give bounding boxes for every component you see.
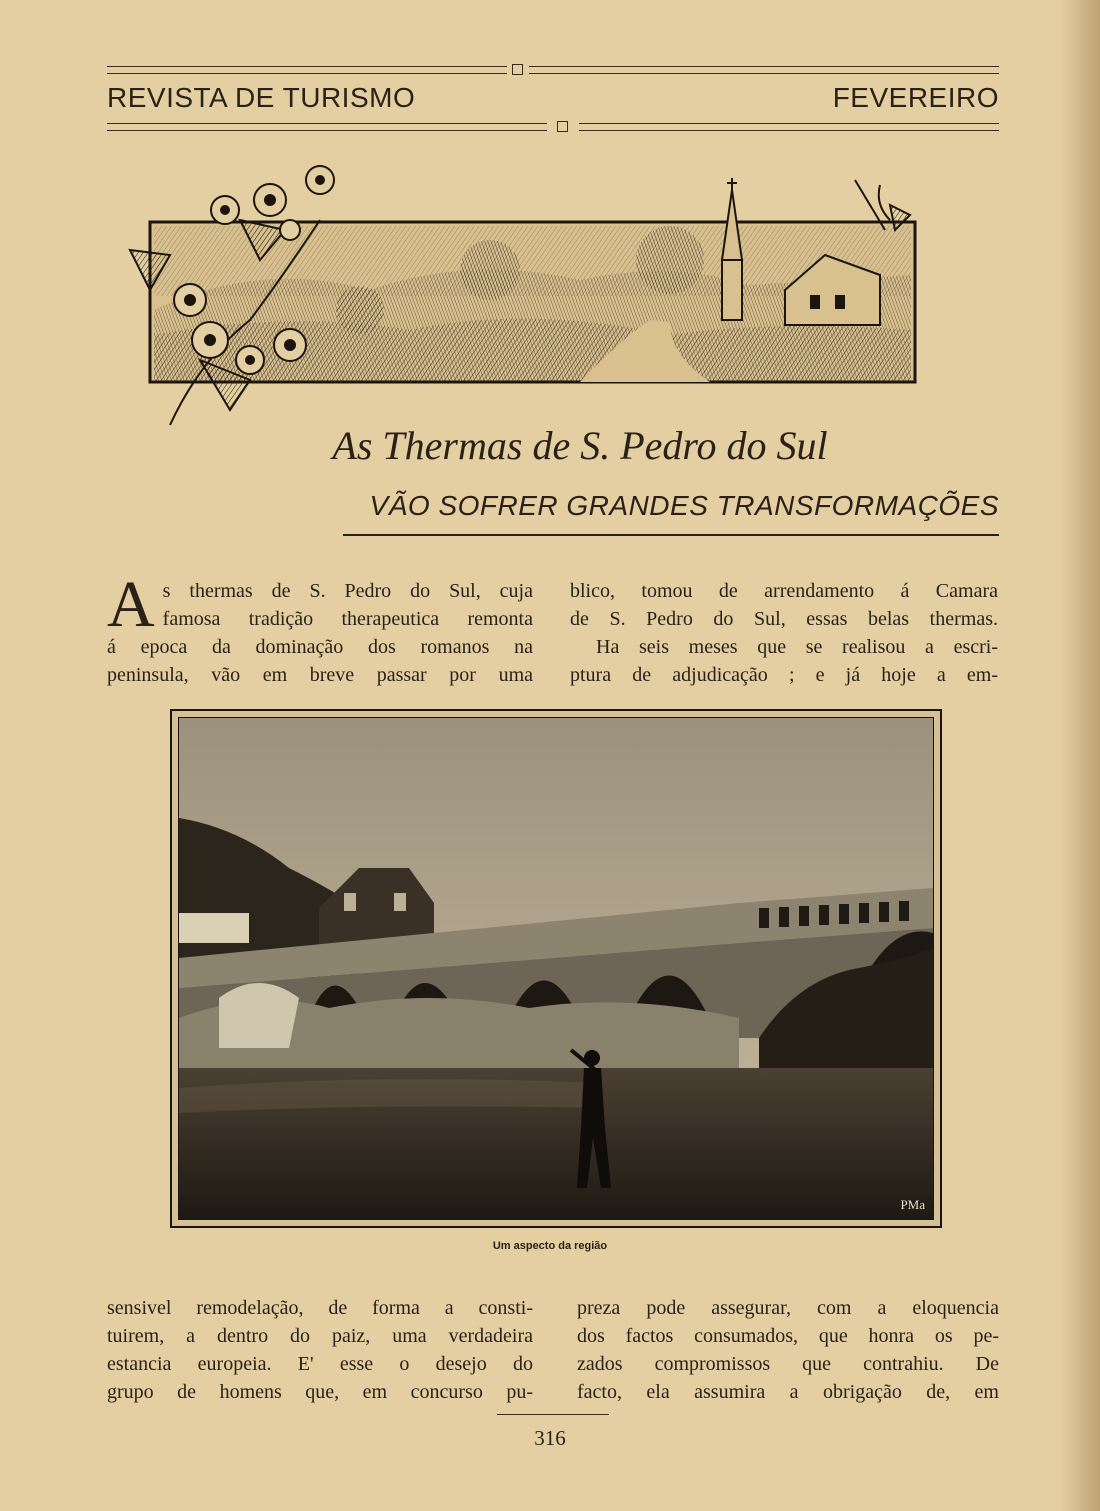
text-line: Ha seis meses que se realisou a escri-	[596, 636, 998, 658]
text-line: peninsula, vão em breve passar por uma	[107, 664, 533, 686]
article-subtitle: VÃO SOFRER GRANDES TRANSFORMAÇÕES	[369, 490, 999, 521]
text-line: ptura de adjudicação ; e já hoje a em-	[570, 664, 998, 686]
column-2-top	[570, 577, 998, 689]
folio-rule	[497, 1414, 609, 1415]
text-line: blico, tomou de arrendamento á Camara	[570, 580, 998, 602]
header-rule-bottom-left	[107, 123, 547, 131]
text-line: grupo de homens que, em concurso pu-	[107, 1381, 533, 1403]
column-1-top	[107, 568, 533, 689]
article-title: As Thermas de S. Pedro do Sul	[332, 423, 828, 468]
text-line: tuirem, a dentro do paiz, uma verdadeira	[107, 1325, 533, 1347]
photo-caption: Um aspecto da região	[492, 1240, 608, 1252]
header-rule-bottom-right	[579, 123, 999, 131]
text-line: zados compromissos que contrahiu. De	[577, 1353, 999, 1375]
ornament-square-bottom	[557, 121, 568, 132]
text-line: facto, ela assumira a obrigação de, em	[577, 1381, 999, 1403]
column-1-bottom	[107, 1294, 533, 1406]
text-line: estancia europeia. E' esse o desejo do	[107, 1353, 533, 1375]
header-rule-top-right	[529, 66, 999, 74]
running-header	[107, 60, 999, 140]
subtitle-underline	[343, 534, 999, 536]
text-line: de S. Pedro do Sul, essas belas thermas.	[570, 608, 998, 630]
text-line: preza pode assegurar, com a eloquencia	[577, 1297, 999, 1319]
ornament-square-top	[512, 64, 523, 75]
issue-month: FEVEREIRO	[832, 82, 999, 113]
page-edge-shadow	[1060, 0, 1100, 1511]
photo-signature: PMa	[900, 1197, 925, 1212]
column-2-bottom	[577, 1294, 999, 1406]
stone-bridge-photo-icon	[179, 718, 933, 1219]
text-line: famosa tradição therapeutica remonta	[162, 608, 533, 630]
text-line: dos factos consumados, que honra os pe-	[577, 1325, 999, 1347]
text-line: á epoca da dominação dos romanos na	[107, 636, 533, 658]
photo-frame	[170, 709, 942, 1228]
text-line: sensivel remodelação, de forma a consti-	[107, 1297, 533, 1319]
journal-title: REVISTA DE TURISMO	[107, 82, 416, 113]
banner-engraving-icon	[110, 160, 920, 450]
header-rule-top-left	[107, 66, 507, 74]
text-line: s thermas de S. Pedro do Sul, cuja	[162, 580, 533, 602]
photo	[178, 717, 934, 1220]
drop-cap: A	[107, 568, 155, 641]
page-number: 316	[534, 1426, 566, 1450]
